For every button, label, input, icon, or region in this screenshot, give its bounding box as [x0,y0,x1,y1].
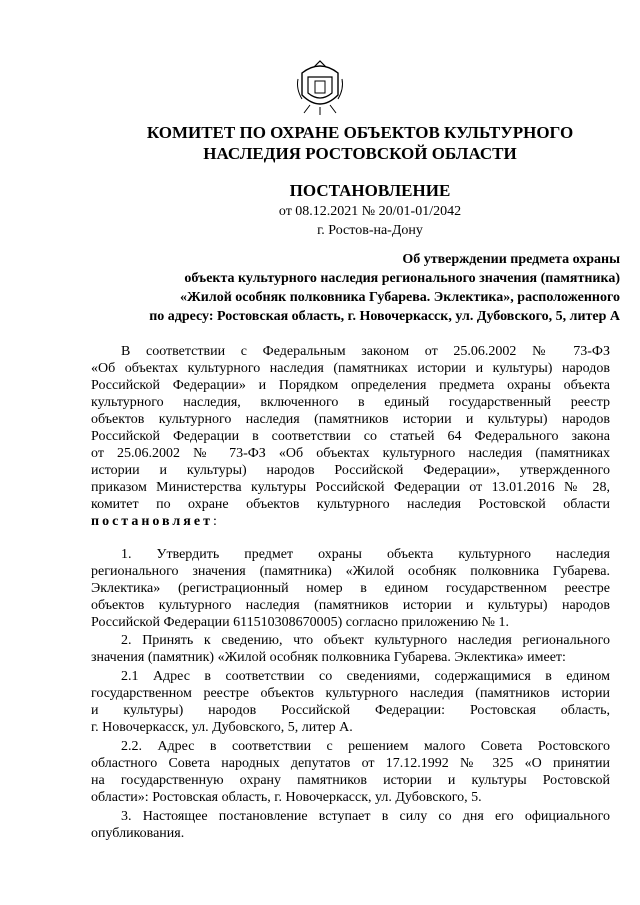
item-line: регионального значения (памятника) «Жилой особняк полковника Губарева. [91,564,610,579]
item-line: 2.2. Адрес в соответствии с решением малого Совета Ростовского [121,739,610,754]
org-line-1: КОМИТЕТ ПО ОХРАНЕ ОБЪЕКТОВ КУЛЬТУРНОГО [146,123,574,142]
item-line: 2.1 Адрес в соответствии со сведениями, содержащимися в едином [121,669,610,684]
item-line: 1. Утвердить предмет охраны объекта культурного наследия [121,547,610,562]
item-3 [91,808,610,842]
coat-of-arms-emblem [294,55,346,117]
preamble-line: Российской Федерации» и Порядком определения предмета охраны объекта [91,378,610,393]
preamble-line: комитет по охране объектов культурного наследия Ростовской области [91,497,610,512]
item-2-2 [91,738,610,806]
item-1 [91,546,610,631]
preamble-line: «Об объектах культурного наследия (памятниках истории и культуры) народов [91,361,610,376]
item-2 [91,632,610,666]
subject-line: «Жилой особняк полковника Губарева. Эклектика», расположенного [179,290,620,305]
item-line: государственном реестре объектов культурного наследия (памятников истории [91,686,610,701]
item-line: значения (памятник) «Жилой особняк полковника Губарева. Эклектика» имеет: [91,650,566,665]
item-line: Российской Федерации 611510308670005) согласно приложению № 1. [91,615,510,630]
document-type: ПОСТАНОВЛЕНИЕ [289,181,451,200]
document-city: г. Ростов-на-Дону [317,223,423,238]
preamble-line: культурного наследия, включенного в единый государственный реестр [91,395,610,410]
preamble-line: объектов культурного наследия (памятников истории и культуры) народов [91,412,610,427]
document-subject [80,250,620,326]
item-line: г. Новочеркасск, ул. Дубовского, 5, литер А. [91,720,353,735]
item-line: 2. Принять к сведению, что объект культурного наследия регионального [121,633,610,648]
preamble-line: от 25.06.2002 № 73-ФЗ «Об объектах культурного наследия (памятниках [91,446,610,461]
item-line: на государственную охрану памятников истории и культуры Ростовской [91,773,610,788]
decree-colon: : [212,514,217,529]
subject-line: объекта культурного наследия регионального значения (памятника) [184,271,620,286]
document-date-number: от 08.12.2021 № 20/01-01/2042 [278,204,462,219]
org-line-2: НАСЛЕДИЯ РОСТОВСКОЙ ОБЛАСТИ [203,144,517,163]
item-line: Эклектика» (регистрационный номер в едином государственном реестре [91,581,610,596]
subject-line: по адресу: Ростовская область, г. Новочеркасск, ул. Дубовского, 5, литер А [149,309,620,324]
decree-word: постановляет [91,514,213,529]
preamble-line: В соответствии с Федеральным законом от 25.06.2002 № 73-ФЗ [121,344,610,359]
item-line: опубликования. [91,826,185,841]
item-line: 3. Настоящее постановление вступает в силу со дня его официального [121,809,610,824]
item-line: объектов культурного наследия (памятников истории и культуры) народов [91,598,610,613]
item-line: областного Совета народных депутатов от 17.12.1992 № 325 «О принятии [91,756,610,771]
subject-line: Об утверждении предмета охраны [402,252,620,267]
preamble-line: приказом Министерства культуры Российской Федерации от 13.01.2016 № 28, [91,480,610,495]
item-line: и культуры) народов Российской Федерации: Ростовская область, [91,703,610,718]
document-meta [200,202,540,240]
preamble-line: Российской Федерации в соответствии со статьей 64 Федерального закона [91,429,610,444]
item-line: области»: Ростовская область, г. Новочеркасск, ул. Дубовского, 5. [91,790,482,805]
decree-line [91,513,610,530]
preamble-paragraph [91,343,610,530]
item-2-1 [91,668,610,736]
issuing-authority [120,122,600,164]
preamble-line: истории и культуры) народов Российской Федерации», утвержденного [91,463,610,478]
